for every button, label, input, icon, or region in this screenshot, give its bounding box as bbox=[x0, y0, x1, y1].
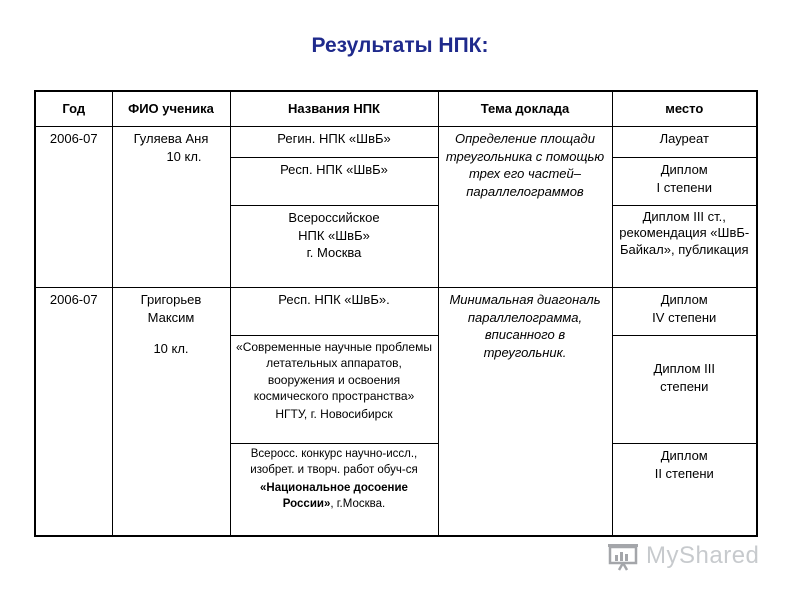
header-year: Год bbox=[35, 91, 112, 127]
conference-line: НПК «ШвБ» bbox=[298, 227, 370, 243]
place-cell bbox=[612, 288, 757, 336]
header-topic: Тема доклада bbox=[438, 91, 612, 127]
conference-cell: Респ. НПК «ШвБ» bbox=[230, 158, 438, 206]
topic-cell: Определение площади треугольника с помощью трех его частей– параллелограммов bbox=[438, 127, 612, 288]
place-cell: Лауреат bbox=[612, 127, 757, 158]
place-line: Диплом bbox=[660, 292, 708, 308]
table-row bbox=[35, 127, 757, 158]
student-name: Гуляева Аня bbox=[133, 131, 209, 146]
place-cell: Диплом III степени bbox=[612, 336, 757, 444]
conference-line: Всероссийское bbox=[288, 210, 380, 226]
watermark-text: MyShared bbox=[646, 542, 760, 569]
header-conference: Названия НПК bbox=[230, 91, 438, 127]
conference-cell bbox=[230, 444, 438, 536]
myshared-logo-icon bbox=[608, 541, 642, 571]
conference-org: НГТУ, г. Новосибирск bbox=[275, 406, 393, 421]
student-cell bbox=[112, 127, 230, 288]
conference-cell: Респ. НПК «ШвБ». bbox=[230, 288, 438, 336]
place-line: Диплом bbox=[660, 448, 708, 464]
year-cell: 2006-07 bbox=[35, 127, 112, 288]
place-cell bbox=[612, 158, 757, 206]
student-cell bbox=[112, 288, 230, 536]
conference-name: Всеросс. конкурс научно-иссл., изобрет. и творч. работ обуч-ся bbox=[250, 448, 418, 476]
place-cell bbox=[612, 444, 757, 536]
year-cell: 2006-07 bbox=[35, 288, 112, 536]
conference-cell bbox=[230, 206, 438, 288]
place-cell: Диплом III ст., рекомендация «ШвБ-Байкал», публикация bbox=[612, 206, 757, 288]
place-line: I степени bbox=[656, 179, 712, 195]
student-class: 10 кл. bbox=[166, 148, 202, 164]
conference-line: г. Москва bbox=[306, 245, 362, 261]
place-line: Диплом bbox=[660, 162, 708, 178]
place-line: IV степени bbox=[652, 309, 717, 325]
slide-title: Результаты НПК: bbox=[311, 34, 489, 57]
header-student: ФИО ученика bbox=[112, 91, 230, 127]
results-table bbox=[34, 90, 758, 537]
conference-name-bold: «Национальное досоение России» bbox=[260, 482, 408, 510]
topic-cell: Минимальная диагональ параллелограмма, вписанного в треугольник. bbox=[438, 288, 612, 536]
table-row bbox=[35, 288, 757, 336]
conference-cell bbox=[230, 336, 438, 444]
place-line: II степени bbox=[654, 465, 714, 481]
conference-cell: Регин. НПК «ШвБ» bbox=[230, 127, 438, 158]
student-name: Григорьев Максим bbox=[140, 292, 202, 325]
watermark bbox=[608, 541, 759, 571]
conference-name-line bbox=[235, 481, 434, 512]
table-header-row bbox=[35, 91, 757, 127]
conference-city: , г.Москва. bbox=[330, 497, 386, 510]
conference-name: «Современные научные проблемы летательных аппаратов, вооружения и освоения космического пространства» bbox=[236, 340, 432, 403]
header-place: место bbox=[612, 91, 757, 127]
student-class: 10 кл. bbox=[153, 341, 189, 357]
